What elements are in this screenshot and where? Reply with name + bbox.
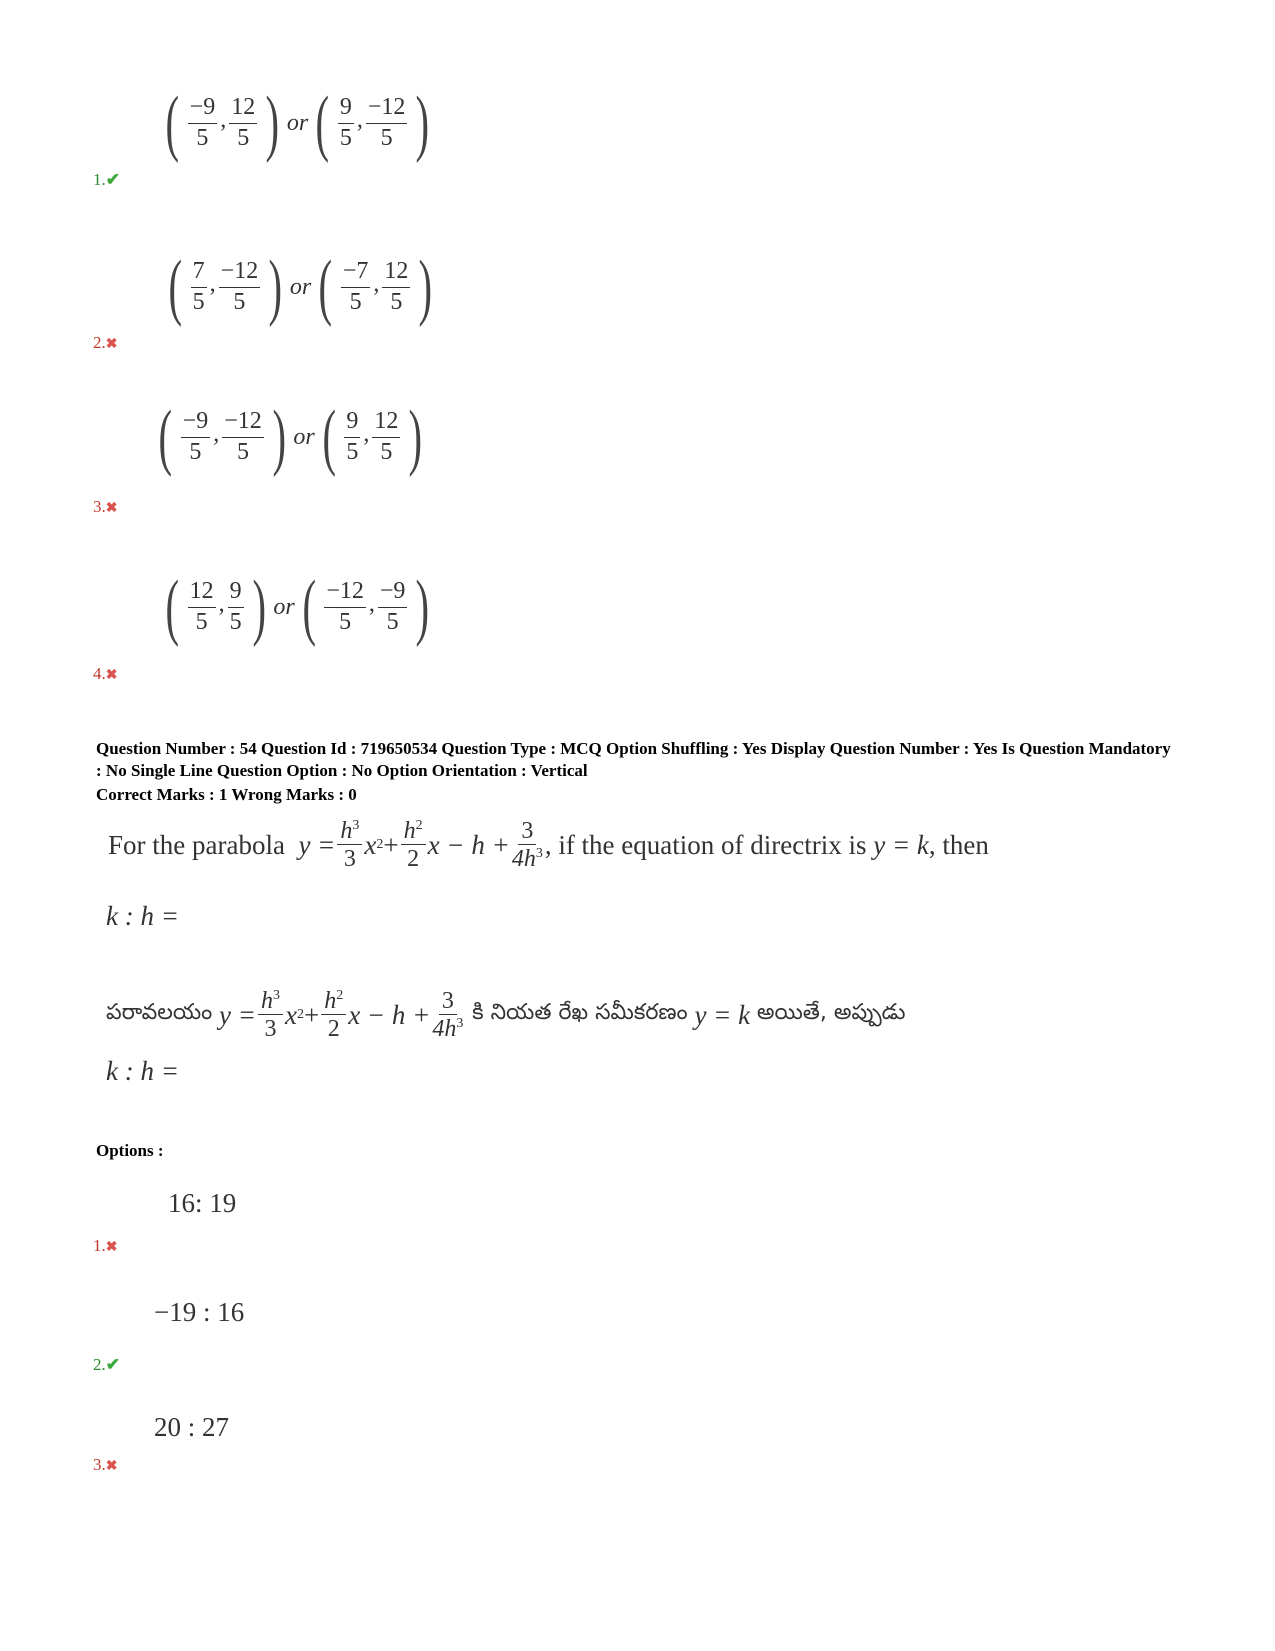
prev-option-4-math: ( $\frac{12}{5}$ , $\frac{9}{5}$ ) or ( $\frac{-12}{5}$ , $\frac{-9}{5}$ ): [165, 566, 430, 648]
prev-option-1-number: 1.✔: [93, 170, 120, 189]
correct-check-icon: ✔: [105, 1355, 120, 1374]
prev-option-4-number: 4.✖: [93, 664, 118, 683]
prev-option-2-number: 2.✖: [93, 333, 118, 352]
question-meta: Question Number : 54 Question Id : 719650534 Question Type : MCQ Option Shuffling : Yes Display Question Number : Yes Is Question Mandatory : No Single Line Question Option : No Option Orientation : Vertical: [96, 739, 1171, 780]
question-telugu-ratio: k : h =: [106, 1056, 179, 1086]
prev-option-2-math: ( $\frac{7}{5}$ , $\frac{-12}{5}$ ) or ( $\frac{-7}{5}$ , $\frac{12}{5}$ ): [168, 246, 433, 328]
question-marks: Correct Marks : 1 Wrong Marks : 0: [96, 785, 357, 804]
option-2-text: −19 : 16: [154, 1297, 245, 1327]
option-1-text: 16: 19: [168, 1188, 237, 1218]
option-1-number: 1.✖: [93, 1236, 118, 1255]
wrong-cross-icon: ✖: [105, 337, 118, 352]
prev-option-3-number: 3.✖: [93, 497, 118, 516]
option-3-number: 3.✖: [93, 1455, 118, 1474]
correct-check-icon: ✔: [105, 170, 120, 189]
option-3-text: 20 : 27: [154, 1412, 230, 1442]
wrong-cross-icon: ✖: [105, 668, 118, 683]
wrong-cross-icon: ✖: [105, 1240, 118, 1255]
option-2-number: 2.✔: [93, 1355, 120, 1374]
question-english-ratio: k : h =: [106, 901, 179, 931]
question-english: For the parabola y = $\frac{h^3}{3}$ x 2 + $\frac{h^2}{2}$ x − h + $\frac{3}{4h^3}$ , if the equation of directrix is y = k , then: [108, 818, 989, 873]
options-label: Options :: [96, 1141, 164, 1160]
wrong-cross-icon: ✖: [105, 501, 118, 516]
prev-option-3-math: ( $\frac{-9}{5}$ , $\frac{-12}{5}$ ) or ( $\frac{9}{5}$ , $\frac{12}{5}$ ): [158, 396, 423, 478]
prev-option-1-math: ( $\frac{-9}{5}$ , $\frac{12}{5}$ ) or ( $\frac{9}{5}$ , $\frac{-12}{5}$ ): [165, 82, 430, 164]
question-telugu: పరావలయం y = $\frac{h^3}{3}$ x 2 + $\frac{h^2}{2}$ x − h + $\frac{3}{4h^3}$ కి నియత రేఖ సమీకరణం y = k అయితే, అప్పుడు: [106, 988, 906, 1043]
wrong-cross-icon: ✖: [105, 1459, 118, 1474]
